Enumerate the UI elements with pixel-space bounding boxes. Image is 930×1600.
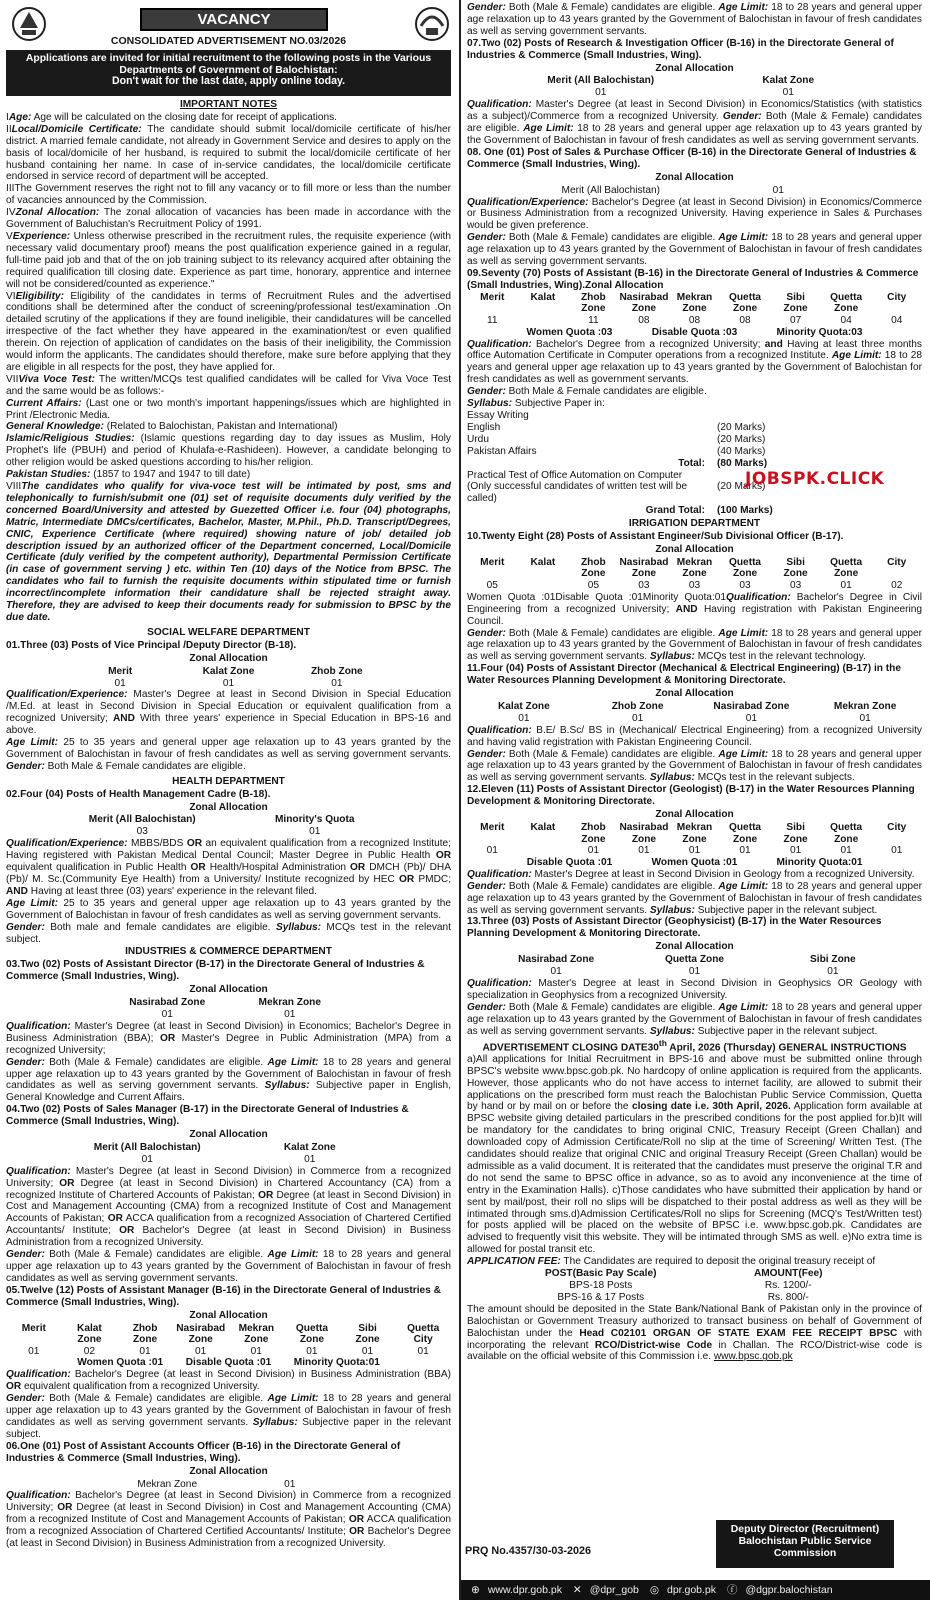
- practical-test: Practical Test of Office Automation on Computer: [467, 469, 683, 481]
- post-05-values: 01 02 01 01 01 01 01 01: [28, 1345, 429, 1357]
- post-04-zones: Merit (All Balochistan) Kalat Zone: [93, 1141, 336, 1153]
- post-02-zones: Merit (All Balochistan) Minority's Quota: [88, 814, 355, 826]
- zonal-allocation-label: Zonal Allocation: [189, 801, 268, 813]
- post-06-zones: Mekran Zone 01: [137, 1478, 296, 1490]
- post-03-gender: Gender: Both (Male & Female) candidates are eligible. Age Limit: 18 to 28 years and general upper age relaxation up to 43 years granted by the Government of Balochistan in favour of fresh candidates as well as serving government servants. Syllabus: Subjective paper in English, General Knowledge and Current Affairs.: [6, 1056, 452, 1104]
- post-04-qualification: Qualification: Master's Degree (at least in Second Division) in Commerce from a recognized University; OR Degree (at least in Second Division) in Chartered Accountancy (CA) from a recognized Institute of Chartered Accounts of Pakistan; OR Degree (at least in Second Division) in Cost and Management Accounting (CMA) from a recognized Institute of Cost and Management Accounts of Pakistan; OR ACCA qualification from a recognized Association of Chartered Certified Accountants/ Institute; OR Bachelor's Degree (at least in Second Division) in Business Administration from a recognized University.: [6, 1165, 451, 1249]
- zonal-allocation-label: Zonal Allocation: [189, 1309, 268, 1321]
- note-6: VIEligibility: Eligibility of the candidates in terms of Recruitment Rules and the advertised conditions shall be determined after the conduct of screening/professional test/examination .On detailed scrutiny of the applications if they are found ineligible, their candidatures will be cancelled irrespective of the fact whether they have appeared in the examination/test or even qualified therein. On rejection of application of candidates on the basis of their ineligibility, the Commission would inform the applicants. The candidates should therefore, make sure before applying that they are eligible in all respects for the post, they have applied for.: [6, 290, 451, 373]
- post-12-values: 01 01 01 01 01 01 01 01: [486, 845, 903, 856]
- zonal-allocation-label: Zonal Allocation: [655, 62, 734, 74]
- post-06-title: 06.One (01) Post of Assistant Accounts Officer (B-16) in the Directorate General of Industries & Commerce (Small Industries, Wing).: [6, 1440, 401, 1464]
- signature-block: [716, 1520, 894, 1568]
- post-12-zones: Merit Kalat Zhob Zone Nasirabad Zone Mekran Zone Quetta Zone Sibi Zone Quetta Zone City: [480, 822, 907, 845]
- prq-number: PRQ No.4357/30-03-2026: [465, 1545, 592, 1557]
- general-knowledge: General Knowledge: (Related to Balochistan, Pakistan and International): [6, 421, 338, 433]
- note-7: VIIViva Voce Test: The written/MCQs test qualified candidates will be called for Viva Voce Test and the same would be as follows:-: [6, 373, 452, 397]
- bpsc-website-link[interactable]: www.bpsc.gob.pk: [713, 1351, 793, 1363]
- post-01-qualification: Qualification/Experience: Master's Degree at least in Second Division in Special Education /M.Ed. at least in Second Division in Special Education or equivalent qualification from a recognized University; AND With three years' experience in Special Education in BPS-16 and above.: [6, 689, 451, 737]
- header: [6, 2, 451, 98]
- subject-name: English: [467, 421, 501, 433]
- fee-row: BPS-18 Posts Rs. 1200/-: [569, 1280, 812, 1291]
- post-01-age: Age Limit: 25 to 35 years and general upper age relaxation up to 43 years granted by the Government of Balochistan in favour of fresh candidates as well as serving government servants. Gender: Both Male & Female candidates are eligible.: [6, 737, 452, 772]
- zonal-allocation-label: Zonal Allocation: [189, 1465, 268, 1477]
- zonal-allocation-label: Zonal Allocation: [655, 543, 734, 555]
- subject-name: Urdu: [467, 433, 489, 445]
- post-12-quotas: Disable Quota :01 Women Quota :01 Minority Quota:01: [526, 856, 863, 868]
- signatory-org-2: Commission: [773, 1548, 837, 1559]
- social-welfare-heading: SOCIAL WELFARE DEPARTMENT: [147, 626, 310, 638]
- post-13-qualification: Qualification: Master's Degree at least in Second Division in Geophysics OR Geology with specialization in Geophysics from a recognized University.: [467, 977, 922, 1001]
- health-heading: HEALTH DEPARTMENT: [172, 775, 285, 787]
- industries-heading: INDUSTRIES & COMMERCE DEPARTMENT: [125, 946, 332, 958]
- globe-icon: ⊕: [471, 1584, 480, 1596]
- grand-total-label: Grand Total:: [645, 505, 705, 517]
- post-01-title: 01.Three (03) Posts of Vice Principal /Deputy Director (B-18).: [6, 639, 297, 651]
- zonal-allocation-label: Zonal Allocation: [655, 171, 734, 183]
- signatory-title: Deputy Director (Recruitment): [730, 1524, 880, 1535]
- post-04-values: 01 01: [141, 1153, 316, 1165]
- post-07-title: 07.Two (02) Posts of Research & Investigation Officer (B-16) in the Directorate General of Industries & Commerce (Small Industries, Wing).: [467, 37, 894, 61]
- post-13-zones: Nasirabad Zone Quetta Zone Sibi Zone: [518, 954, 856, 966]
- intro-line-2: Departments of Government of Balochistan:: [119, 64, 338, 76]
- post-10-title: 10.Twenty Eight (28) Posts of Assistant Engineer/Sub Divisional Officer (B-17).: [467, 531, 844, 543]
- post-02-values: 03 01: [136, 826, 321, 838]
- current-affairs: Current Affairs: (Last one or two month's important happenings/issues which are highlighted in Print /Electronic Media.: [6, 397, 451, 421]
- application-fee: APPLICATION FEE: The Candidates are required to deposit the original treasury receipt of: [467, 1256, 876, 1268]
- instagram-icon: ◎: [649, 1584, 659, 1596]
- post-06-qualification: Qualification: Bachelor's Degree (at least in Second Division) in Commerce from a recognized University; OR Degree (at least in Second Division) in Cost and Management Accounting (CMA) from a recognized Institute of Cost and Management Accounts of Pakistan; OR ACCA qualification from a recognized Association of Chartered Certified Accountants/ Institute; OR Bachelor's Degree (at least in Second Division) in Business Administration from a recognized University.: [6, 1490, 451, 1550]
- post-11-title: 11.Four (04) Posts of Assistant Director (Mechanical & Electrical Engineering) (B-17) in the Water Resources Planning Development & Monitoring Directorate.: [467, 663, 901, 687]
- post-13-gender: Gender: Both (Male & Female) candidates are eligible. Age Limit: 18 to 28 years and general upper age relaxation up to 43 years granted by the Government of Balochistan in favour of fresh candidates as well as serving government servants. Syllabus: Subjective paper in the relevant subject.: [467, 1001, 923, 1037]
- intro-line-1: Applications are invited for initial recruitment to the following posts in the Various: [25, 53, 432, 64]
- x-icon: ✕: [572, 1584, 582, 1596]
- post-10-qualification: Women Quota :01Disable Quota :01Minority Quota:01Qualification: Bachelor's Degree in Civil Engineering from a recognized University; AND Having registration with Pakistan Engineering Council.: [467, 591, 922, 627]
- general-instructions: a)All applications for Initial Recruitment in BPS-16 and above must be submitted online through BPSC's website www.bpsc.gob.pk. No hardcopy of online application is required from the applicants. However, those applicants who do not have access to internet facility, are allowed to submit their applications on the prescribed form must reach the Balochistan Public Service Commission, Quetta by hand or by mail on or before the closing date i.e. 30th April, 2026. Application form available at BPSC website giving detailed particulars in the prescribed conditions for the post applied for.b)It will be mandatory for the candidates to bring original CNIC, Treasury Receipt (Green Challan) and downloaded copy of Admission Certificate/Roll no slip at the time of Screening/ Written Test. (The candidates should realize that original CNIC and original Treasury Receipt (Green Challan) would be admissible as a valid document. It is reiterated that the candidates must preserve the original T.R and do not send the same to BPSC office in advance, so as to avoid any inconvenience at the time of entry in the Examination Halls). c)Those candidates who have submitted their application by hand or sent by mail/post, their roll no slips will be dispatched to their postal address as well as they will be intimated through sms.d)Admission Certificates/Roll no slips for Screening (MCQ's Test/Written test) for posts applied will be placed on the website of BPSC i.e. www.bpsc.gob.pk. Candidates are advised to frequently visit this website. They will be intimated through SMS as well. e)No extra time is allowed for postal transit etc.: [467, 1053, 922, 1256]
- post-13-title: 13.Three (03) Posts of Assistant Director (Geophysicist) (B-17) in the Water Resources Planning Development & Monitoring Directorate.: [467, 916, 882, 940]
- subject-marks: (20 Marks): [717, 421, 766, 433]
- post-12-title: 12.Eleven (11) Posts of Assistant Director (Geologist) (B-17) in the Water Resources Planning Development & Monitoring Directorate.: [467, 784, 915, 808]
- post-03-qualification: Qualification: Master's Degree (at least in Second Division) in Economics; Bachelor's Degree in Business Administration (BBA); OR Master's Degree in Public Administration (MPA) from a recognized University;: [6, 1020, 452, 1056]
- post-11-qualification: Qualification: B.E/ B.Sc/ BS in (Mechanical/ Electrical Engineering) from a recognized University and having valid registration with Pakistan Engineering Council.: [467, 724, 922, 748]
- right-column: [461, 0, 930, 1600]
- zonal-allocation-label: Zonal Allocation: [655, 688, 734, 700]
- post-05-gender: Gender: Both (Male & Female) candidates are eligible. Age Limit: 18 to 28 years and general upper age relaxation up to 43 years granted by the Government of Balochistan in favour of fresh candidates as well as serving government servants. Syllabus: Subjective paper in the relevant subject.: [6, 1393, 452, 1440]
- post-02-age: Age Limit: 25 to 35 years and general upper age relaxation up to 43 years granted by the Government of Balochistan in favour of fresh candidates as well as serving government servants.: [6, 897, 452, 921]
- post-09-title: 09.Seventy (70) Posts of Assistant (B-16) in the Directorate General of Industries & Commerce (Small Industries, Wing).Zonal Allocation: [467, 267, 919, 291]
- post-02-gender: Gender: Both male and female candidates are eligible. Syllabus: MCQs test in the relevant subject.: [6, 921, 451, 945]
- post-05-quotas: Women Quota :01 Disable Quota :01 Minority Quota:01: [77, 1357, 380, 1369]
- post-08-title: 08. One (01) Post of Sales & Purchase Officer (B-16) in the Directorate General of Industries & Commerce (Small Industries, Wing).: [467, 146, 917, 170]
- post-07-zones: Merit (All Balochistan) Kalat Zone: [547, 75, 815, 87]
- subject-name: Essay Writing: [467, 410, 529, 421]
- post-10-gender: Gender: Both (Male & Female) candidates are eligible. Age Limit: 18 to 28 years and general upper age relaxation up to 43 years granted by the Government of Balochistan in favour of fresh candidates as well as serving government servants. Syllabus: MCQs test in the relevant technology.: [467, 627, 923, 663]
- footer-website-link[interactable]: www.dpr.gob.pk: [487, 1584, 562, 1596]
- zonal-allocation-label: Zonal Allocation: [655, 941, 734, 953]
- closing-date-heading: ADVERTISEMENT CLOSING DATE30th April, 2026 (Thursday) GENERAL INSTRUCTIONS: [482, 1037, 907, 1053]
- subject-marks: [717, 410, 807, 422]
- post-11-zones: Kalat Zone Zhob Zone Nasirabad Zone Mekran Zone: [497, 700, 897, 712]
- footer-facebook-handle[interactable]: @dgpr.balochistan: [745, 1584, 833, 1596]
- note-4: IVZonal Allocation: The zonal allocation of vacancies has been made in accordance with the Government of Baluchistan's Recruitment Policy of 1991.: [6, 207, 451, 231]
- post-01-values: 01 01 01: [114, 677, 343, 689]
- post-12-qualification: Qualification: Master's Degree at least in Second Division in Geology from a recognized University.: [467, 868, 915, 880]
- post-02-qualification: Qualification/Experience: MBBS/BDS OR an equivalent qualification from a recognized Institute; Having registered with Pakistan Medical Dental Council; Master Degree in Public Health OR equivalent qualification in Public Health OR Health/Hospital Administration OR DMCH (Pb)/ DHA (Pb)/ M. Sc.(Community Eye Health) from a University/ Institute recognized by HEC OR PMDC; AND Having at least three (03) years' experience in the relevant filed.: [6, 838, 452, 897]
- note-1: IAge: Age will be calculated on the closing date for receipt of applications.: [6, 111, 337, 123]
- intro-banner: [6, 50, 451, 96]
- footer-instagram-handle[interactable]: dpr.gob.pk: [666, 1584, 717, 1596]
- notes-heading: IMPORTANT NOTES: [179, 99, 278, 110]
- post-04-title: 04.Two (02) Posts of Sales Manager (B-17) in the Directorate General of Industries & Commerce (Small Industries, Wing).: [6, 1104, 409, 1128]
- post-08-zones: Merit (All Balochistan) 01: [561, 184, 784, 196]
- practical-marks: (20 Marks): [717, 481, 766, 493]
- advertisement-number: CONSOLIDATED ADVERTISEMENT NO.03/2026: [110, 35, 347, 47]
- left-column: [0, 0, 458, 1600]
- post-06-gender: Gender: Both (Male & Female) candidates are eligible. Age Limit: 18 to 28 years and general upper age relaxation up to 43 years granted by the Government of Balochistan in favour of fresh candidates as well as serving government servants.: [467, 2, 923, 37]
- total-label: Total:: [678, 457, 705, 469]
- total-value: (80 Marks): [717, 457, 768, 469]
- post-05-title: 05.Twelve (12) Posts of Assistant Manager (B-16) in the Directorate General of Industries & Commerce (Small Industries, Wing).: [6, 1284, 441, 1308]
- syllabus-marks-table: [467, 410, 922, 517]
- note-8: VIIIThe candidates who qualify for viva-voce test will be intimated by post, sms and telephonically to furnish/submit one (01) set of requisite documents duly verified by the concerned Board/University and attested by Guezetted Officer i.e. four (04) photographs, Matric, Intermediate DMCs/certificates, Bachelor, Master, M.Phil., Ph.D. Transcript/Degrees, CNIC, Experience Certificate (where required) showing nature of job/ detailed job description issued by an authorized officer of the Department concerned, Local/Domicile Certificate (duly verified by the competent authority), Departmental Permission Certificate (in case of government serving ) etc. within Ten (10) days of the Notice from BPSC. The candidates who fail to furnish the requisite documents within stipulated time or furnish incorrect/incomplete information their candidature shall be rejected straight away. Therefore, they are advised to keep their documents ready for submission to BPSC by the due date.: [6, 481, 451, 623]
- practical-note: (Only successful candidates of written test will be called): [467, 481, 688, 505]
- post-11-gender: Gender: Both (Male & Female) candidates are eligible. Age Limit: 18 to 28 years and general upper age relaxation up to 43 years granted by the Government of Balochistan in favour of fresh candidates as well as serving government servants. Syllabus: MCQs test in the relevant subjects.: [467, 748, 923, 784]
- islamic-studies: Islamic/Religious Studies: (Islamic questions regarding day to day issues as Muslim, Holy Prophet's life (PBUH) and period of Khulafa-e-Rashideen). However, a candidate belonging to other religion would be asked questions according to his/her religion.: [6, 433, 451, 469]
- post-05-zones: Merit Kalat Zone Zhob Zone Nasirabad Zone Mekran Zone Quetta Zone Sibi Zone Quetta City: [21, 1322, 440, 1346]
- note-3: IIIThe Government reserves the right not to fill any vacancy or to fill more or less than the number of vacancies announced by the Commission.: [6, 183, 451, 207]
- post-10-zones: Merit Kalat Zhob Zone Nasirabad Zone Mekran Zone Quetta Zone Sibi Zone Quetta Zone City: [480, 556, 907, 580]
- post-04-gender: Gender: Both (Male & Female) candidates are eligible. Age Limit: 18 to 28 years and general upper age relaxation up to 43 years granted by the Government of Balochistan in favour of fresh candidates as well as serving government servants.: [6, 1249, 451, 1284]
- subject-name: Pakistan Affairs: [467, 445, 537, 457]
- note-2: IILocal/Domicile Certificate: The candidate should submit local/domicile certificate of his/her district. A married female candidate, not already in Government Service and desires to apply on the basis of local/domicile of her husband, is required to submit the local/domicile certificate of her husband containing her name. In case of in-service candidates, the local/domicile certificate endorsed in service record of department will be accepted.: [6, 123, 451, 183]
- pakistan-studies: Pakistan Studies: (1857 to 1947 and 1947 to till date): [6, 469, 251, 481]
- post-10-values: 05 05 03 03 03 03 01 02: [486, 579, 903, 591]
- intro-line-3: Don't wait for the last date, apply online today.: [111, 75, 346, 87]
- post-09-syllabus: Syllabus: Subjective Paper in:: [467, 398, 605, 410]
- post-03-values: 01 01: [161, 1008, 296, 1020]
- subject-marks: (20 Marks): [717, 433, 766, 445]
- post-09-gender: Gender: Both Male & Female candidates are eligible.: [467, 386, 707, 398]
- signatory-org: Balochistan Public Service: [738, 1536, 872, 1547]
- irrigation-heading: IRRIGATION DEPARTMENT: [628, 518, 761, 530]
- post-05-qualification: Qualification: Bachelor's Degree (at least in Second Division) in Business Administration (BBA) OR equivalent qualification from a recognized University.: [6, 1369, 451, 1393]
- post-03-zones: Nasirabad Zone Mekran Zone: [129, 997, 321, 1009]
- post-07-values: 01 01: [595, 87, 794, 99]
- post-08-gender: Gender: Both (Male & Female) candidates are eligible. Age Limit: 18 to 28 years and general upper age relaxation up to 43 years granted by the Government of Balochistan in favour of fresh candidates as well as serving government servants.: [467, 232, 923, 268]
- zonal-allocation-label: Zonal Allocation: [655, 809, 734, 821]
- vacancy-title: VACANCY: [140, 8, 328, 31]
- note-5: VExperience: Unless otherwise prescribed in the recruitment rules, the requisite experience (with necessary valid documentary proof) means the post qualification experience gained in a regular, full-time paid job and that of the on job training subject to its relevancy acquired after obtaining the required qualification till closing date. Experience as part time, honorary, apprentice and internee will not be considered/counted as experience.": [6, 230, 451, 290]
- post-03-title: 03.Two (02) Posts of Assistant Director (B-17) in the Directorate General of Industries & Commerce (Small Industries, Wing).: [6, 959, 425, 983]
- fee-table-header: POST(Basic Pay Scale) AMOUNT(Fee): [545, 1268, 823, 1280]
- post-09-values: 11 11 08 08 08 07 04 04: [487, 314, 903, 326]
- zonal-allocation-label: Zonal Allocation: [189, 652, 268, 664]
- zonal-allocation-label: Zonal Allocation: [189, 1129, 268, 1141]
- fee-row: BPS-16 & 17 Posts Rs. 800/-: [557, 1291, 809, 1303]
- footer-x-handle[interactable]: @dpr_gob: [589, 1584, 639, 1596]
- post-02-title: 02.Four (04) Posts of Health Management Cadre (B-18).: [6, 788, 271, 800]
- grand-total-value: (100 Marks): [717, 505, 773, 517]
- post-09-quotas: Women Quota :03 Disable Quota :03 Minority Quota:03: [526, 326, 863, 338]
- post-09-qualification: Qualification: Bachelor's Degree from a recognized University; and Having at least three months office Automation Certificate in Computer operations from a recognized Institute. Age Limit: 18 to 28 years and general upper age relaxation up to 43 years granted by the Government of Balochistan for fresh candidates as well as government servants.: [467, 338, 922, 386]
- facebook-icon: ⓕ: [726, 1584, 738, 1596]
- post-01-zones: Merit Kalat Zone Zhob Zone: [108, 665, 363, 677]
- zonal-allocation-label: Zonal Allocation: [189, 984, 268, 996]
- post-13-values: 01 01 01: [550, 966, 839, 978]
- subject-marks: (40 Marks): [717, 445, 766, 457]
- post-12-gender: Gender: Both (Male & Female) candidates are eligible. Age Limit: 18 to 28 years and general upper age relaxation up to 43 years granted by the Government of Balochistan in favour of fresh candidates as well as serving government servants. Syllabus: Subjective paper in the relevant subject.: [467, 880, 923, 916]
- social-footer: [461, 1580, 930, 1600]
- post-08-qualification: Qualification/Experience: Bachelor's Degree (at least in Second Division) in Economics/Commerce or Business Administration from a recognized University. Having experience in Sales & Purchases would be given preference.: [467, 196, 922, 232]
- watermark: JOBSPK.CLICK: [745, 469, 885, 489]
- post-11-values: 01 01 01 01: [518, 712, 871, 724]
- post-07-qualification: Qualification: Master's Degree (at least in Second Division) in Economics/Statistics (with statistics as a subject)/Commerce from a recognized University. Gender: Both (Male & Female) candidates are eligible. Age Limit: 18 to 28 years and general upper age relaxation up to 43 years granted by the Government of Balochistan in favour of fresh candidates as well as serving government servants.: [467, 99, 922, 146]
- deposit-instructions: The amount should be deposited in the State Bank/National Bank of Pakistan only in the province of Balochistan or Government Treasury authorized to transact business on behalf of Government of Balochistan under the Head C02101 ORGAN OF STATE EXAM FEE RECEIPT BPSC with incorporating the relevant RCO/District-wise Code in Challan. The RCO/District-wise code is available on the official website of this Commission i.e. www.bpsc.gob.pk: [467, 1303, 922, 1363]
- post-09-zones: Merit Kalat Zhob Zone Nasirabad Zone Mekran Zone Quetta Zone Sibi Zone Quetta Zone City: [480, 291, 907, 315]
